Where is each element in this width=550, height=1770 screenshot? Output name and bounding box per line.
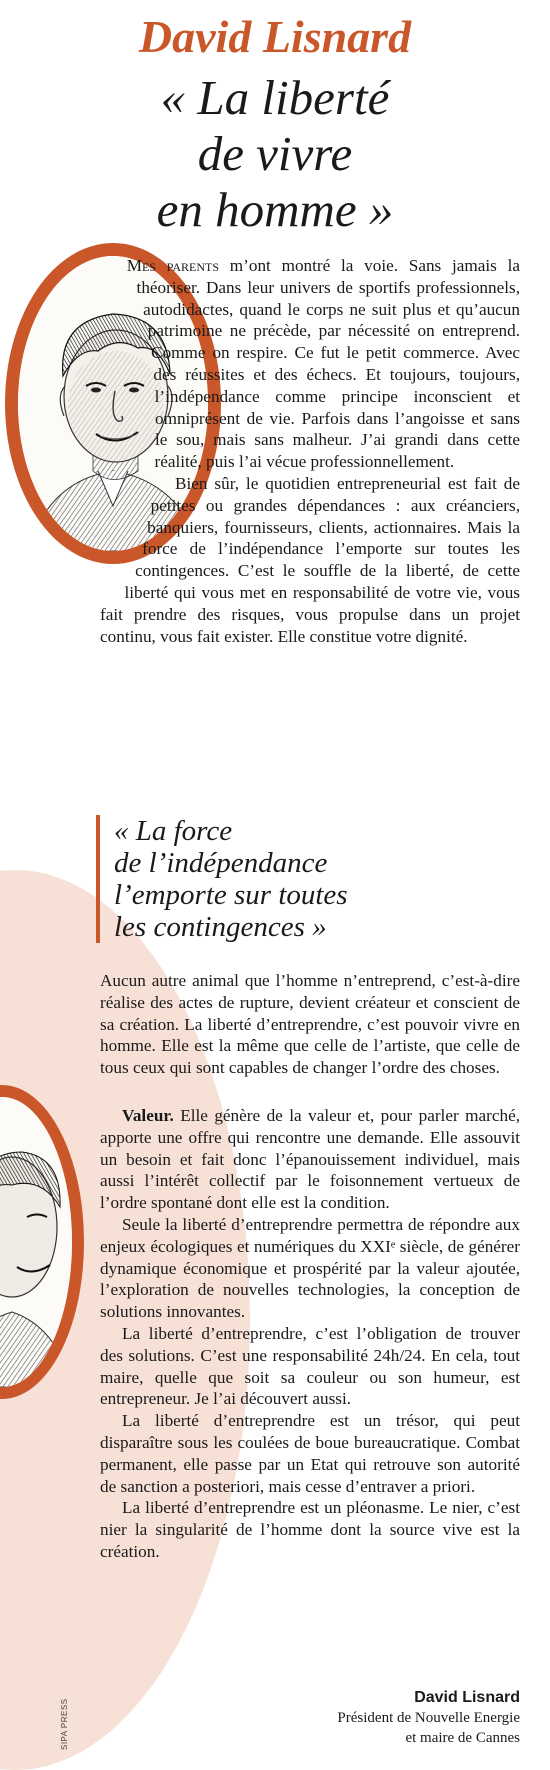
paragraph-4: [100, 1105, 520, 1214]
paragraph-7: La liberté d’entreprendre est un trésor, qui peut disparaître sous les coulées de boue bureaucratique. Combat permanent, elle passe par un Etat qui retrouve son autorité de sanction a posteriori, mais cesse d’entraver a priori.: [100, 1411, 520, 1496]
paragraph-6: La liberté d’entreprendre, c’est l’obligation de trouver des solutions. C’est une responsabilité 24h/24. En cela, tout maire, quelle que soit sa couleur ou son humeur, est entrepreneur. Je l’ai découvert aussi.: [100, 1323, 520, 1409]
body-section-2: [100, 1105, 520, 1563]
pull-quote: [96, 815, 534, 943]
paragraph-5: Seule la liberté d’entreprendre permettra de répondre aux enjeux écologiques et numériques du XXIᵉ siècle, de générer dynamique économique et prospérité par la valeur ajoutée, l’exploration de nouvelles technologies, la conception de solutions innovantes.: [100, 1214, 520, 1322]
author-name-title: David Lisnard: [138, 11, 412, 62]
pull-quote-line-3: l’emporte sur toutes: [114, 879, 348, 911]
paragraph-4-text: Elle génère de la valeur et, pour parler marché, apporte une offre qui rencontre une demande. Elle assouvit un besoin et fait donc l’épanouissement individuel, mais aussi l’intérêt collectif par le foisonnement vertueux de l’ordre spontané dont elle est la condition.: [100, 1106, 520, 1213]
signature-role-1: Président de Nouvelle Energie: [337, 1710, 520, 1726]
body-section-1: [100, 970, 520, 1079]
lead-text: m’ont montré la voie. Sans jamais la théoriser. Dans leur univers de sportifs professionnels, autodidactes, quand le corps ne suit plus et qu’aucun patrimoine ne précède, par nécessité on entreprend. Comme on respire. Ce fut le petit commerce. Avec des réussites et des échecs. Et toujours, toujours, l’indépendance comme principe inconscient et omniprésent de vie. Parfois dans l’angoisse et sans le sou, mais sans malheur. J’ai grandi dans cette réalité, puis l’ai vécue professionnellement.: [136, 256, 520, 472]
secondary-portrait-illustration: [0, 1097, 72, 1387]
pull-quote-line-2: de l’indépendance: [114, 847, 328, 879]
photo-credit: SIPA PRESS: [60, 1698, 69, 1750]
headline: [0, 70, 550, 238]
pull-quote-line-4: les contingences »: [114, 911, 327, 943]
section-label: Valeur.: [122, 1106, 174, 1125]
signature: [337, 1688, 520, 1748]
headline-line-3: en homme »: [156, 182, 394, 237]
secondary-portrait: [0, 1085, 84, 1399]
pull-quote-line-1: « La force: [114, 815, 233, 847]
headline-line-2: de vivre: [197, 126, 353, 181]
signature-name: David Lisnard: [414, 1689, 520, 1706]
signature-role-2: et maire de Cannes: [405, 1730, 520, 1746]
paragraph-2: Bien sûr, le quotidien entrepreneurial est fait de petites ou grandes dépendances : aux créanciers, banquiers, fournisseurs, clients, actionnaires. Mais la force de l’indépendance l’emporte sur toutes les contingences. C’est le souffle de la liberté, de cette liberté qui vous met en responsabilité de votre vie, vous fait prendre des risques, vous propulse dans un projet continu, vous fait exister. Elle constitue votre dignité.: [100, 473, 520, 646]
paragraph-1: [100, 255, 520, 473]
paragraph-3: Aucun autre animal que l’homme n’entreprend, c’est-à-dire réalise des actes de rupture, devient créateur et conscient de sa création. La liberté d’entreprendre, c’est pouvoir vivre en homme. Elle est la même que celle de l’artiste, que celle de tous ceux qui sont capables de changer l’ordre des choses.: [100, 971, 520, 1078]
lead-paragraph: [100, 255, 520, 647]
lead-smallcaps: Mes parents: [126, 256, 220, 275]
headline-line-1: « La liberté: [160, 70, 390, 125]
paragraph-8: La liberté d’entreprendre est un pléonasme. Le nier, c’est nier la singularité de l’homme dont la source vive est la création.: [100, 1498, 520, 1561]
